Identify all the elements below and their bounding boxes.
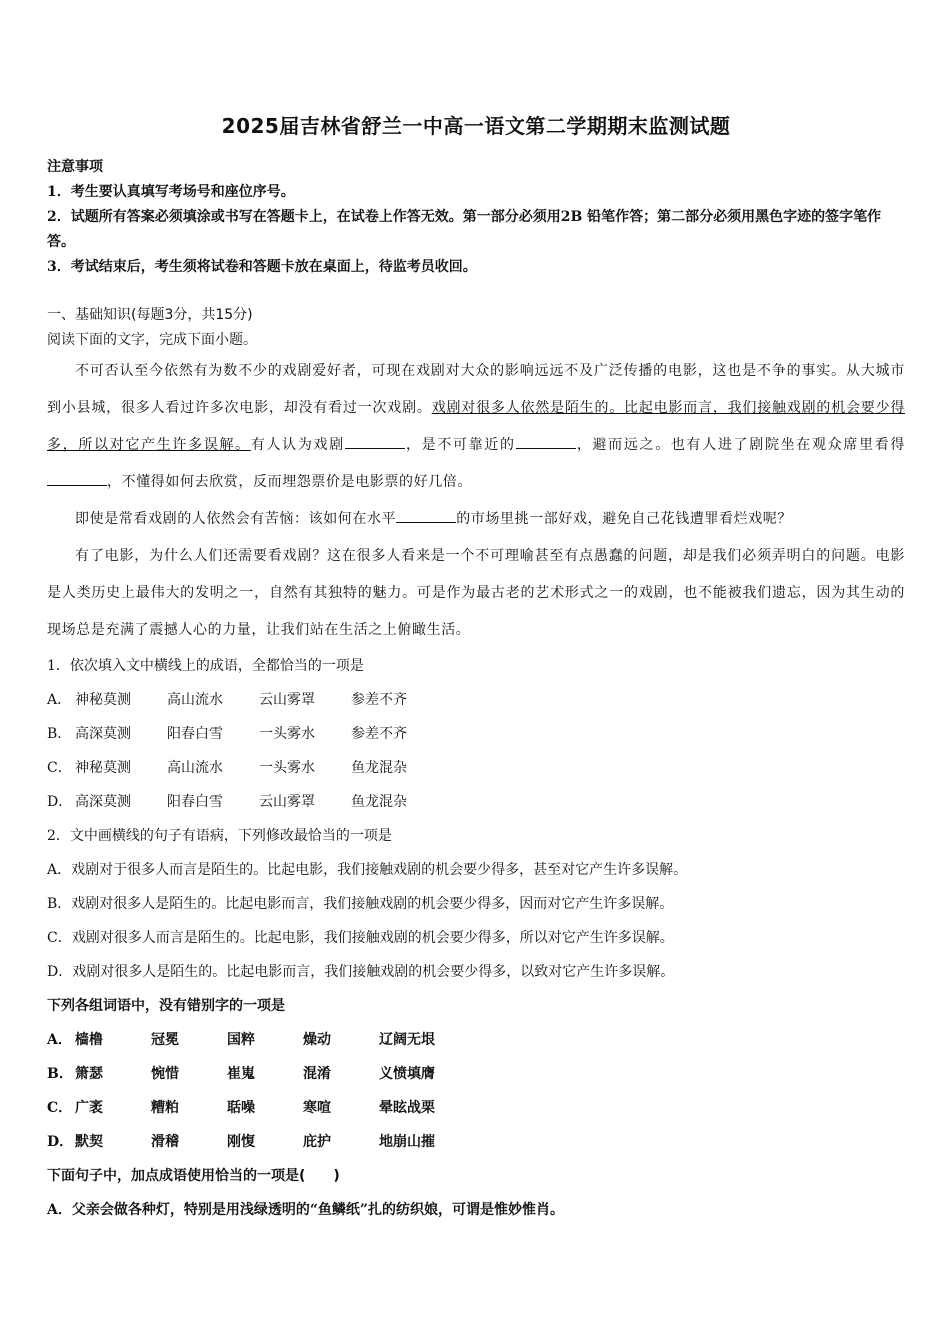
option-word: 高山流水 <box>167 760 223 776</box>
option-label: C． <box>47 760 72 776</box>
option-word: 惋惜 <box>151 1066 179 1082</box>
option-word: 糟粕 <box>151 1100 179 1116</box>
option-word: 地崩山摧 <box>379 1134 435 1150</box>
section-heading: 一、基础知识(每题3分，共15分) <box>47 307 253 323</box>
reading-passage <box>47 353 905 649</box>
option-word: 辽阔无垠 <box>379 1032 435 1048</box>
question-stem: 2．文中画横线的句子有语病，下列修改最恰当的一项是 <box>47 828 392 844</box>
option-row[interactable] <box>47 717 905 751</box>
option-word: 义愤填膺 <box>379 1066 435 1082</box>
passage-paragraph <box>47 501 905 538</box>
page-title: 2025届吉林省舒兰一中高一语文第二学期期末监测试题 <box>221 114 731 138</box>
option-row[interactable] <box>47 1057 905 1091</box>
option-word: 樯橹 <box>75 1032 103 1048</box>
option-word: 刚愎 <box>227 1134 255 1150</box>
notice-item: 3．考试结束后，考生须将试卷和答题卡放在桌面上，待监考员收回。 <box>47 259 477 275</box>
passage-paragraph <box>47 353 905 501</box>
question-stem: 下面句子中，加点成语使用恰当的一项是( ) <box>47 1168 340 1184</box>
section-one <box>47 303 905 353</box>
option-word: 阳春白雪 <box>167 726 223 742</box>
option-label: A． <box>47 1032 72 1048</box>
option-row[interactable]: A．戏剧对于很多人而言是陌生的。比起电影，我们接触戏剧的机会要少得多，甚至对它产生许多误解。 <box>47 862 688 878</box>
option-word: 晕眩战栗 <box>379 1100 435 1116</box>
option-label: A． <box>47 692 72 708</box>
passage-text: 的市场里挑一部好戏，避免自己花钱遭罪看烂戏呢？ <box>456 511 793 527</box>
option-word: 一头雾水 <box>259 726 315 742</box>
passage-text: 不可否认至今依然有为数不少的戏剧爱好者，可现在戏剧对大众的影响远远不及广泛传播的电影，这也是不争的事实。从大城市到小县城，很多人看过许多次电影，却没有看过一次戏剧。 <box>47 363 905 416</box>
exam-page <box>47 110 905 1227</box>
option-word: 燥动 <box>303 1032 331 1048</box>
option-word: 一头雾水 <box>259 760 315 776</box>
option-word: 云山雾罩 <box>259 692 315 708</box>
passage-paragraph: 有了电影，为什么人们还需要看戏剧？这在很多人看来是一个不可理喻甚至有点愚蠢的问题，却是我们必须弄明白的问题。电影是人类历史上最伟大的发明之一，自然有其独特的魅力。可是作为最古老的艺术形式之一的戏剧，也不能被我们遗忘，因为其生动的现场总是充满了震撼人心的力量，让我们站在生活之上俯瞰生活。 <box>47 548 905 638</box>
option-row[interactable] <box>47 683 905 717</box>
option-word: 默契 <box>75 1134 103 1150</box>
option-word: 冠冕 <box>151 1032 179 1048</box>
option-label: C． <box>47 1100 73 1116</box>
fill-blank <box>396 508 456 523</box>
option-word: 高山流水 <box>167 692 223 708</box>
option-row[interactable]: B．戏剧对很多人是陌生的。比起电影而言，我们接触戏剧的机会要少得多，因而对它产生许多误解。 <box>47 896 674 912</box>
option-word: 阳春白雪 <box>167 794 223 810</box>
notice-item: 1．考生要认真填写考场号和座位序号。 <box>47 184 295 200</box>
option-label: B． <box>47 726 72 742</box>
question-2 <box>47 819 905 989</box>
option-label: D． <box>47 1134 74 1150</box>
option-word: 广袤 <box>75 1100 103 1116</box>
option-word: 鱼龙混杂 <box>351 794 407 810</box>
option-row[interactable] <box>47 751 905 785</box>
option-word: 崔嵬 <box>227 1066 255 1082</box>
option-row[interactable] <box>47 785 905 819</box>
notice-block <box>47 155 905 280</box>
passage-text: ，是不可靠近的 <box>404 437 516 453</box>
option-word: 高深莫测 <box>75 726 131 742</box>
notice-heading: 注意事项 <box>47 159 103 175</box>
option-word: 参差不齐 <box>351 692 407 708</box>
option-row[interactable]: D．戏剧对很多人是陌生的。比起电影而言，我们接触戏剧的机会要少得多，以致对它产生许多误解。 <box>47 964 675 980</box>
notice-item: 2．试题所有答案必须填涂或书写在答题卡上，在试卷上作答无效。第一部分必须用2B 铅笔作答；第二部分必须用黑色字迹的签字笔作答。 <box>47 209 882 250</box>
underlined-sentence: 戏剧对很多人依然是陌生的。比起电影而言，我们接触戏剧的机会要少得多，所以对它产生许多误解。 <box>47 400 905 453</box>
option-word: 滑稽 <box>151 1134 179 1150</box>
option-label: D． <box>47 794 73 810</box>
question-1 <box>47 649 905 819</box>
option-word: 箫瑟 <box>75 1066 103 1082</box>
option-word: 神秘莫测 <box>75 760 131 776</box>
option-word: 寒喧 <box>303 1100 331 1116</box>
option-word: 国粹 <box>227 1032 255 1048</box>
option-word: 聒噪 <box>227 1100 255 1116</box>
fill-blank <box>47 471 107 486</box>
option-word: 云山雾罩 <box>259 794 315 810</box>
question-4 <box>47 1159 905 1227</box>
option-row[interactable] <box>47 1091 905 1125</box>
question-stem: 1．依次填入文中横线上的成语，全都恰当的一项是 <box>47 658 364 674</box>
fill-blank <box>516 434 576 449</box>
question-stem: 下列各组词语中，没有错别字的一项是 <box>47 998 285 1014</box>
section-instruction: 阅读下面的文字，完成下面小题。 <box>47 332 257 348</box>
option-row[interactable] <box>47 1023 905 1057</box>
passage-text: 即使是常看戏剧的人依然会有苦恼：该如何在水平 <box>75 511 397 527</box>
option-row[interactable] <box>47 1125 905 1159</box>
question-3 <box>47 989 905 1159</box>
option-word: 高深莫测 <box>75 794 131 810</box>
option-word: 神秘莫测 <box>75 692 131 708</box>
option-row[interactable]: A．父亲会做各种灯，特别是用浅绿透明的“鱼鳞纸”扎的纺织娘，可谓是惟妙惟肖。 <box>47 1202 564 1218</box>
passage-text: ，不懂得如何去欣赏，反而埋怨票价是电影票的好几倍。 <box>107 474 472 490</box>
option-word: 鱼龙混杂 <box>351 760 407 776</box>
passage-text: ，避而远之。也有人进了剧院坐在观众席里看得 <box>575 437 905 453</box>
option-word: 混淆 <box>303 1066 331 1082</box>
passage-text: 有人认为戏剧 <box>250 437 345 453</box>
fill-blank <box>345 434 405 449</box>
option-word: 参差不齐 <box>351 726 407 742</box>
option-row[interactable]: C．戏剧对很多人而言是陌生的。比起电影，我们接触戏剧的机会要少得多，所以对它产生许多误解。 <box>47 930 674 946</box>
option-word: 庇护 <box>303 1134 331 1150</box>
option-label: B． <box>47 1066 73 1082</box>
